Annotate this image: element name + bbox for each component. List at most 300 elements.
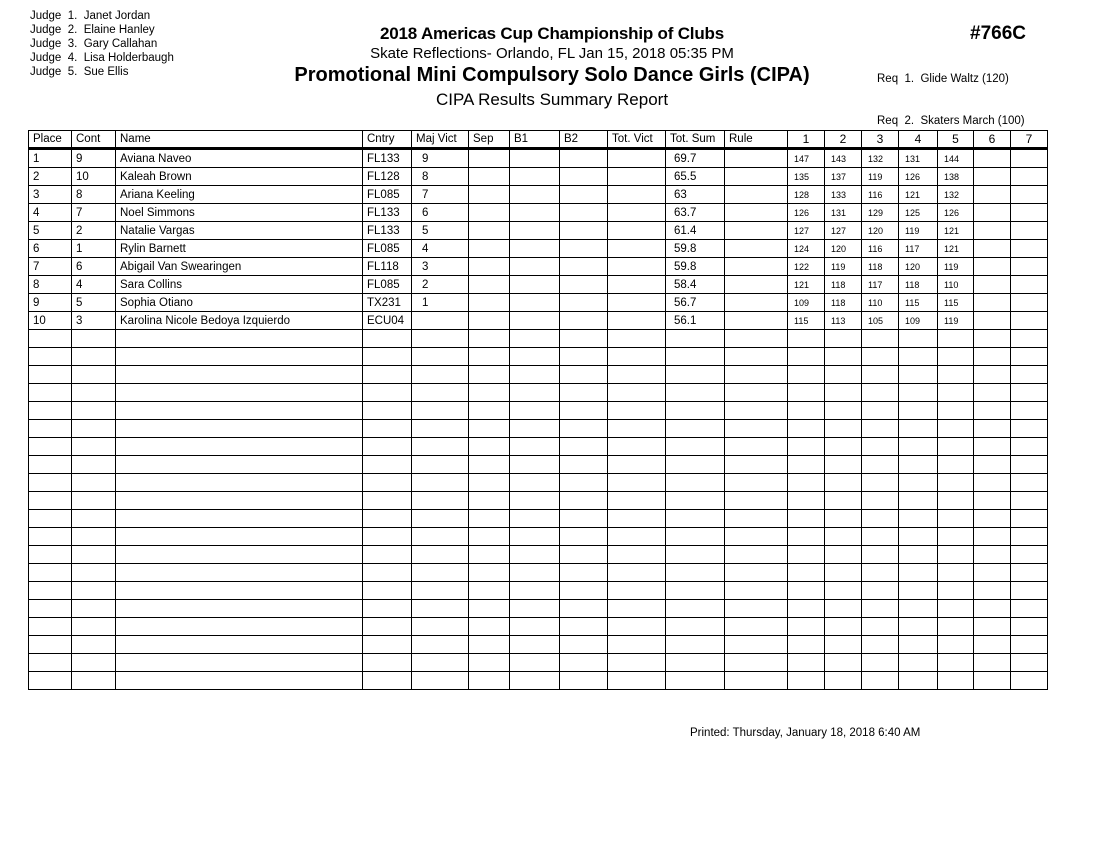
empty-cell — [363, 456, 412, 474]
empty-cell — [825, 402, 862, 420]
judge-5: Judge 5. Sue Ellis — [30, 66, 129, 78]
empty-cell — [725, 330, 788, 348]
cell-judge-3-score: 120 — [862, 222, 899, 240]
empty-cell — [974, 438, 1011, 456]
empty-cell — [1011, 420, 1048, 438]
empty-cell — [116, 402, 363, 420]
empty-cell — [788, 546, 825, 564]
empty-cell — [899, 348, 938, 366]
empty-cell — [974, 402, 1011, 420]
empty-cell — [608, 474, 666, 492]
cell-country: FL133 — [363, 222, 412, 240]
empty-cell — [469, 438, 510, 456]
empty-cell — [666, 348, 725, 366]
empty-cell — [1011, 330, 1048, 348]
empty-row — [29, 528, 1048, 546]
empty-cell — [469, 636, 510, 654]
empty-cell — [666, 654, 725, 672]
empty-cell — [29, 456, 72, 474]
cell-judge-6-score — [974, 149, 1011, 168]
cell-tot-sum: 59.8 — [666, 258, 725, 276]
judge-4: Judge 4. Lisa Holderbaugh — [30, 52, 174, 64]
empty-cell — [666, 564, 725, 582]
cell-judge-1-score: 135 — [788, 168, 825, 186]
empty-cell — [412, 330, 469, 348]
cell-sep — [469, 294, 510, 312]
empty-cell — [510, 348, 560, 366]
cell-judge-2-score: 143 — [825, 149, 862, 168]
empty-cell — [899, 438, 938, 456]
empty-cell — [725, 600, 788, 618]
empty-cell — [116, 420, 363, 438]
empty-cell — [862, 366, 899, 384]
empty-cell — [363, 636, 412, 654]
empty-cell — [510, 636, 560, 654]
empty-cell — [1011, 348, 1048, 366]
empty-cell — [72, 654, 116, 672]
empty-cell — [29, 654, 72, 672]
empty-cell — [608, 420, 666, 438]
empty-cell — [825, 438, 862, 456]
empty-cell — [862, 348, 899, 366]
empty-cell — [72, 456, 116, 474]
cell-b1 — [510, 240, 560, 258]
empty-cell — [938, 510, 974, 528]
empty-row — [29, 672, 1048, 690]
empty-cell — [560, 546, 608, 564]
cell-judge-2-score: 118 — [825, 276, 862, 294]
header-row — [29, 131, 1048, 149]
empty-cell — [938, 330, 974, 348]
cell-judge-2-score: 131 — [825, 204, 862, 222]
col-judge-7: 7 — [1011, 131, 1048, 149]
empty-cell — [725, 546, 788, 564]
empty-cell — [899, 654, 938, 672]
cell-judge-5-score: 115 — [938, 294, 974, 312]
empty-cell — [1011, 600, 1048, 618]
cell-maj-vict: 3 — [412, 258, 469, 276]
empty-cell — [725, 384, 788, 402]
empty-cell — [72, 564, 116, 582]
empty-cell — [862, 456, 899, 474]
cell-judge-1-score: 109 — [788, 294, 825, 312]
empty-cell — [608, 492, 666, 510]
cell-cont: 10 — [72, 168, 116, 186]
cell-sep — [469, 168, 510, 186]
cell-maj-vict: 1 — [412, 294, 469, 312]
cell-b1 — [510, 258, 560, 276]
empty-cell — [899, 564, 938, 582]
empty-cell — [974, 546, 1011, 564]
cell-name: Sara Collins — [116, 276, 363, 294]
cell-judge-1-score: 126 — [788, 204, 825, 222]
empty-cell — [29, 600, 72, 618]
empty-cell — [862, 582, 899, 600]
empty-cell — [412, 654, 469, 672]
cell-b2 — [560, 258, 608, 276]
empty-cell — [788, 438, 825, 456]
empty-cell — [825, 600, 862, 618]
cell-tot-vict — [608, 222, 666, 240]
empty-row — [29, 546, 1048, 564]
empty-cell — [608, 546, 666, 564]
cell-maj-vict: 7 — [412, 186, 469, 204]
empty-cell — [72, 492, 116, 510]
empty-cell — [608, 564, 666, 582]
cell-judge-2-score: 120 — [825, 240, 862, 258]
empty-cell — [363, 366, 412, 384]
empty-cell — [974, 564, 1011, 582]
empty-cell — [608, 384, 666, 402]
cell-tot-vict — [608, 186, 666, 204]
cell-b2 — [560, 149, 608, 168]
empty-cell — [899, 492, 938, 510]
empty-row — [29, 438, 1048, 456]
cell-place: 8 — [29, 276, 72, 294]
judge-2: Judge 2. Elaine Hanley — [30, 24, 155, 36]
empty-cell — [788, 510, 825, 528]
cell-place: 9 — [29, 294, 72, 312]
empty-cell — [116, 384, 363, 402]
empty-cell — [29, 348, 72, 366]
empty-cell — [72, 582, 116, 600]
empty-cell — [666, 402, 725, 420]
empty-cell — [1011, 456, 1048, 474]
empty-cell — [412, 618, 469, 636]
empty-cell — [116, 510, 363, 528]
empty-cell — [608, 528, 666, 546]
cell-judge-4-score: 109 — [899, 312, 938, 330]
empty-cell — [412, 366, 469, 384]
empty-cell — [608, 438, 666, 456]
cell-judge-4-score: 126 — [899, 168, 938, 186]
empty-cell — [608, 582, 666, 600]
cell-judge-2-score: 127 — [825, 222, 862, 240]
cell-judge-6-score — [974, 168, 1011, 186]
empty-cell — [29, 618, 72, 636]
cell-tot-sum: 61.4 — [666, 222, 725, 240]
cell-rule — [725, 276, 788, 294]
empty-cell — [510, 384, 560, 402]
cell-b1 — [510, 222, 560, 240]
cell-judge-6-score — [974, 222, 1011, 240]
cell-rule — [725, 168, 788, 186]
empty-cell — [899, 456, 938, 474]
empty-cell — [510, 672, 560, 690]
empty-cell — [560, 366, 608, 384]
empty-cell — [469, 474, 510, 492]
empty-row — [29, 384, 1048, 402]
cell-judge-2-score: 119 — [825, 258, 862, 276]
empty-cell — [29, 582, 72, 600]
empty-cell — [899, 528, 938, 546]
empty-cell — [116, 528, 363, 546]
cell-sep — [469, 276, 510, 294]
empty-cell — [666, 420, 725, 438]
cell-rule — [725, 258, 788, 276]
empty-cell — [560, 438, 608, 456]
empty-cell — [469, 420, 510, 438]
printed-timestamp: Printed: Thursday, January 18, 2018 6:40 AM — [690, 727, 921, 739]
empty-cell — [608, 348, 666, 366]
cell-judge-5-score: 144 — [938, 149, 974, 168]
empty-cell — [938, 564, 974, 582]
cell-name: Kaleah Brown — [116, 168, 363, 186]
empty-cell — [363, 582, 412, 600]
cell-judge-5-score: 110 — [938, 276, 974, 294]
cell-b2 — [560, 186, 608, 204]
empty-cell — [725, 582, 788, 600]
empty-cell — [363, 672, 412, 690]
empty-cell — [363, 600, 412, 618]
empty-cell — [1011, 366, 1048, 384]
empty-cell — [116, 366, 363, 384]
empty-cell — [725, 420, 788, 438]
cell-maj-vict: 4 — [412, 240, 469, 258]
cell-country: FL133 — [363, 204, 412, 222]
empty-cell — [974, 636, 1011, 654]
cell-judge-2-score: 137 — [825, 168, 862, 186]
empty-cell — [666, 474, 725, 492]
empty-cell — [469, 654, 510, 672]
cell-judge-4-score: 118 — [899, 276, 938, 294]
empty-cell — [560, 456, 608, 474]
empty-cell — [510, 420, 560, 438]
empty-cell — [560, 618, 608, 636]
cell-cont: 1 — [72, 240, 116, 258]
empty-cell — [974, 618, 1011, 636]
empty-cell — [974, 384, 1011, 402]
empty-cell — [608, 654, 666, 672]
cell-b1 — [510, 149, 560, 168]
empty-cell — [363, 618, 412, 636]
empty-cell — [469, 672, 510, 690]
empty-cell — [72, 384, 116, 402]
cell-sep — [469, 204, 510, 222]
empty-cell — [938, 618, 974, 636]
empty-cell — [725, 348, 788, 366]
empty-cell — [560, 492, 608, 510]
empty-row — [29, 564, 1048, 582]
cell-sep — [469, 222, 510, 240]
cell-judge-5-score: 126 — [938, 204, 974, 222]
empty-cell — [116, 456, 363, 474]
cell-tot-sum: 59.8 — [666, 240, 725, 258]
empty-cell — [725, 636, 788, 654]
col-cont: Cont — [72, 131, 116, 149]
empty-cell — [788, 456, 825, 474]
cell-tot-sum: 56.7 — [666, 294, 725, 312]
empty-cell — [608, 366, 666, 384]
empty-cell — [72, 672, 116, 690]
col-maj-vict: Maj Vict — [412, 131, 469, 149]
empty-row — [29, 348, 1048, 366]
empty-cell — [666, 492, 725, 510]
empty-cell — [788, 474, 825, 492]
empty-cell — [899, 600, 938, 618]
empty-cell — [899, 384, 938, 402]
empty-cell — [72, 546, 116, 564]
cell-rule — [725, 294, 788, 312]
cell-place: 7 — [29, 258, 72, 276]
cell-judge-7-score — [1011, 312, 1048, 330]
cell-sep — [469, 149, 510, 168]
empty-cell — [116, 654, 363, 672]
judge-3: Judge 3. Gary Callahan — [30, 38, 158, 50]
requirements-list — [877, 44, 1025, 142]
empty-cell — [862, 474, 899, 492]
empty-cell — [469, 510, 510, 528]
table-row — [29, 294, 1048, 312]
empty-cell — [938, 492, 974, 510]
empty-cell — [666, 330, 725, 348]
cell-judge-1-score: 127 — [788, 222, 825, 240]
table-row — [29, 168, 1048, 186]
empty-cell — [666, 546, 725, 564]
empty-cell — [116, 330, 363, 348]
cell-tot-sum: 69.7 — [666, 149, 725, 168]
table-row — [29, 149, 1048, 168]
empty-cell — [938, 600, 974, 618]
empty-cell — [788, 492, 825, 510]
empty-cell — [974, 492, 1011, 510]
empty-cell — [608, 672, 666, 690]
empty-cell — [862, 546, 899, 564]
empty-cell — [560, 582, 608, 600]
empty-cell — [974, 366, 1011, 384]
empty-cell — [899, 582, 938, 600]
cell-tot-vict — [608, 168, 666, 186]
empty-cell — [938, 672, 974, 690]
empty-cell — [608, 456, 666, 474]
cell-cont: 7 — [72, 204, 116, 222]
cell-tot-sum: 63.7 — [666, 204, 725, 222]
empty-cell — [510, 330, 560, 348]
cell-cont: 4 — [72, 276, 116, 294]
cell-rule — [725, 240, 788, 258]
cell-place: 1 — [29, 149, 72, 168]
empty-cell — [116, 438, 363, 456]
cell-place: 6 — [29, 240, 72, 258]
cell-tot-vict — [608, 204, 666, 222]
empty-cell — [29, 402, 72, 420]
table-row — [29, 312, 1048, 330]
cell-name: Karolina Nicole Bedoya Izquierdo — [116, 312, 363, 330]
empty-cell — [666, 366, 725, 384]
cell-rule — [725, 222, 788, 240]
empty-cell — [974, 510, 1011, 528]
cell-judge-7-score — [1011, 204, 1048, 222]
cell-judge-2-score: 118 — [825, 294, 862, 312]
empty-cell — [862, 420, 899, 438]
empty-cell — [788, 348, 825, 366]
cell-judge-2-score: 113 — [825, 312, 862, 330]
empty-cell — [608, 330, 666, 348]
empty-cell — [974, 420, 1011, 438]
cell-cont: 5 — [72, 294, 116, 312]
cell-sep — [469, 186, 510, 204]
cell-judge-1-score: 124 — [788, 240, 825, 258]
empty-cell — [560, 420, 608, 438]
empty-cell — [412, 546, 469, 564]
cell-tot-vict — [608, 149, 666, 168]
empty-cell — [1011, 546, 1048, 564]
event-number: #766C — [970, 23, 1026, 44]
cell-tot-vict — [608, 258, 666, 276]
empty-cell — [974, 600, 1011, 618]
col-tot-sum: Tot. Sum — [666, 131, 725, 149]
empty-cell — [938, 654, 974, 672]
empty-cell — [1011, 528, 1048, 546]
judge-1: Judge 1. Janet Jordan — [30, 10, 151, 22]
empty-cell — [666, 672, 725, 690]
cell-tot-vict — [608, 312, 666, 330]
empty-cell — [363, 546, 412, 564]
cell-judge-5-score: 119 — [938, 312, 974, 330]
cell-rule — [725, 186, 788, 204]
col-b1: B1 — [510, 131, 560, 149]
empty-cell — [788, 420, 825, 438]
empty-cell — [974, 456, 1011, 474]
cell-maj-vict: 8 — [412, 168, 469, 186]
empty-cell — [862, 492, 899, 510]
empty-cell — [725, 366, 788, 384]
empty-cell — [363, 384, 412, 402]
cell-judge-3-score: 116 — [862, 240, 899, 258]
col-name: Name — [116, 131, 363, 149]
empty-cell — [412, 384, 469, 402]
cell-maj-vict — [412, 312, 469, 330]
empty-cell — [29, 510, 72, 528]
cell-name: Abigail Van Swearingen — [116, 258, 363, 276]
table-row — [29, 240, 1048, 258]
empty-cell — [510, 600, 560, 618]
cell-country: FL128 — [363, 168, 412, 186]
event-title: Promotional Mini Compulsory Solo Dance Girls (CIPA) — [294, 64, 810, 86]
empty-cell — [788, 618, 825, 636]
empty-cell — [469, 384, 510, 402]
empty-cell — [788, 582, 825, 600]
cell-judge-3-score: 132 — [862, 149, 899, 168]
requirement-1: Req 1. Glide Waltz (120) — [877, 73, 1009, 85]
empty-cell — [469, 528, 510, 546]
empty-cell — [825, 654, 862, 672]
competition-title: 2018 Americas Cup Championship of Clubs — [380, 24, 724, 43]
cell-judge-7-score — [1011, 149, 1048, 168]
empty-cell — [825, 672, 862, 690]
empty-cell — [412, 510, 469, 528]
empty-cell — [510, 366, 560, 384]
empty-cell — [825, 582, 862, 600]
empty-cell — [412, 636, 469, 654]
empty-cell — [560, 402, 608, 420]
empty-cell — [788, 384, 825, 402]
empty-cell — [510, 456, 560, 474]
cell-judge-4-score: 125 — [899, 204, 938, 222]
empty-cell — [510, 618, 560, 636]
empty-cell — [899, 474, 938, 492]
cell-tot-vict — [608, 294, 666, 312]
empty-cell — [72, 474, 116, 492]
empty-cell — [974, 330, 1011, 348]
empty-cell — [725, 654, 788, 672]
empty-cell — [938, 420, 974, 438]
empty-cell — [899, 330, 938, 348]
empty-cell — [72, 402, 116, 420]
empty-cell — [560, 348, 608, 366]
empty-cell — [825, 348, 862, 366]
empty-cell — [560, 654, 608, 672]
